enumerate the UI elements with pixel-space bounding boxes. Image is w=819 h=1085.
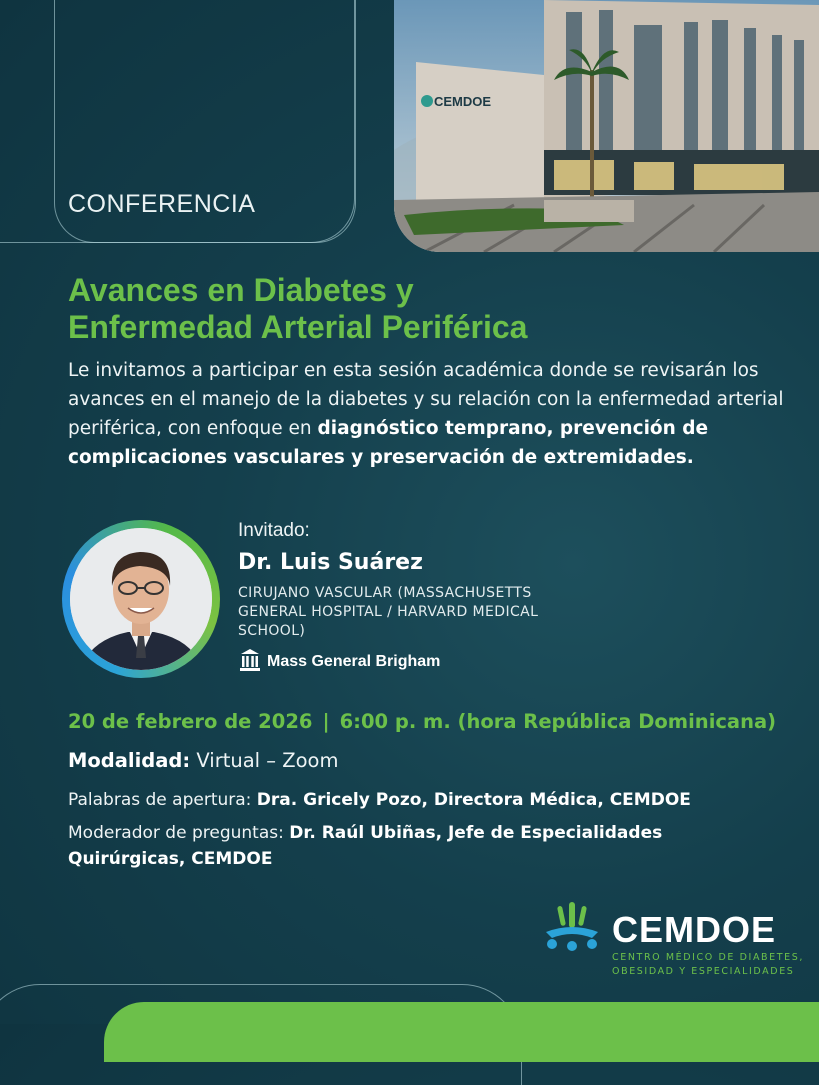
logo-name: CEMDOE — [612, 909, 777, 950]
modality-label: Modalidad: — [68, 749, 191, 772]
guest-portrait — [70, 528, 212, 670]
cemdoe-logo — [542, 898, 804, 978]
event-category: CONFERENCIA — [68, 190, 256, 218]
opening-label: Palabras de apertura: — [68, 790, 252, 810]
title-line-1: Avances en Diabetes y — [68, 272, 414, 308]
event-date: 20 de febrero de 2026 — [68, 710, 313, 733]
building-sign-text: CEMDOE — [434, 94, 492, 109]
guest-label: Invitado: — [238, 520, 310, 541]
opening-speaker: Dra. Gricely Pozo, Directora Médica, CEMDOE — [256, 790, 691, 810]
modality-value: Virtual – Zoom — [196, 749, 339, 772]
moderator — [68, 820, 768, 872]
logo-tagline-1: CENTRO MÉDICO DE DIABETES, — [612, 952, 805, 963]
event-time: 6:00 p. m. (hora República Dominicana) — [339, 710, 777, 733]
guest-name: Dr. Luis Suárez — [238, 550, 423, 575]
affiliation-name: Mass General Brigham — [267, 653, 441, 670]
opening-remarks — [68, 790, 691, 810]
people-tree-icon — [542, 898, 602, 962]
description-emphasis: diagnóstico temprano, prevención de complicaciones vasculares y preservación de extremidades. — [68, 418, 709, 468]
moderator-name: Dr. Raúl Ubiñas, Jefe de Especialidades Quirúrgicas, CEMDOE — [68, 823, 663, 869]
guest-role: CIRUJANO VASCULAR (MASSACHUSETTS GENERAL HOSPITAL / HARVARD MEDICAL SCHOOL) — [238, 585, 539, 639]
affiliation-logo — [240, 648, 440, 676]
logo-tagline-2: OBESIDAD Y ESPECIALIDADES — [612, 966, 795, 977]
event-description — [68, 356, 788, 472]
event-title — [68, 272, 768, 346]
description-text: Le invitamos a participar en esta sesión académica donde se revisarán los avances en el manejo de la diabetes y su relación con la enfermedad arterial periférica, con enfoque en — [68, 360, 784, 439]
moderator-label: Moderador de preguntas: — [68, 823, 284, 843]
building-illustration — [394, 0, 819, 252]
datetime-separator: | — [322, 710, 330, 733]
event-datetime — [68, 710, 776, 733]
avatar — [70, 528, 212, 670]
title-line-2: Enfermedad Arterial Periférica — [68, 309, 528, 345]
building-photo — [394, 0, 819, 252]
building-columns-icon — [240, 648, 260, 676]
event-modality — [68, 749, 338, 772]
bottom-accent-bar — [104, 1002, 819, 1062]
